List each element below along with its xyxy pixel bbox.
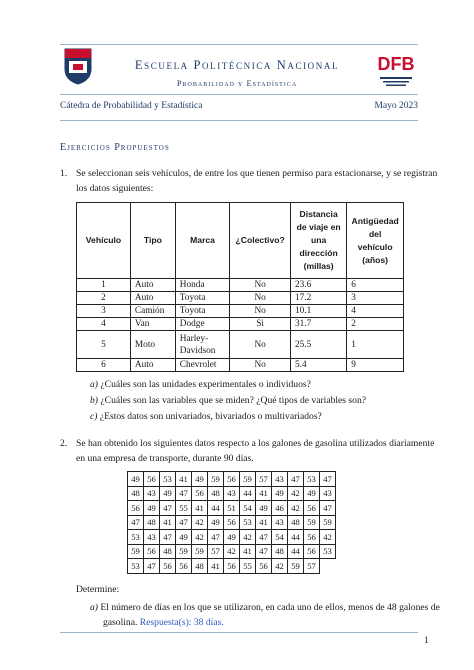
table-cell: No <box>230 331 291 359</box>
grid-cell: 49 <box>272 486 288 501</box>
table-cell: 4 <box>77 318 131 331</box>
table-cell: No <box>230 279 291 292</box>
question-text: ¿Estos datos son univariados, bivariados o multivariados? <box>99 411 322 422</box>
grid-row <box>128 486 336 501</box>
grid-cell: 59 <box>288 559 304 574</box>
grid-cell: 56 <box>304 544 320 559</box>
grid-cell: 53 <box>304 472 320 487</box>
table-row <box>77 331 404 359</box>
grid-cell: 56 <box>256 559 272 574</box>
grid-cell: 53 <box>128 530 144 545</box>
dfb-logo-icon <box>374 48 418 90</box>
grid-cell: 49 <box>160 486 176 501</box>
grid-cell: 56 <box>304 530 320 545</box>
grid-cell: 47 <box>128 515 144 530</box>
grid-cell: 49 <box>304 486 320 501</box>
grid-cell: 48 <box>208 486 224 501</box>
grid-cell: 47 <box>144 559 160 574</box>
grid-cell: 42 <box>288 501 304 516</box>
table-cell: Auto <box>130 279 175 292</box>
grid-cell: 53 <box>240 515 256 530</box>
grid-cell: 42 <box>192 530 208 545</box>
grid-cell: 55 <box>176 501 192 516</box>
table-cell: 4 <box>347 305 404 318</box>
grid-cell: 42 <box>288 486 304 501</box>
grid-cell: 56 <box>304 501 320 516</box>
question-text: ¿Cuáles son las unidades experimentales o individuos? <box>100 379 311 390</box>
table-cell: Honda <box>175 279 230 292</box>
grid-cell: 41 <box>208 559 224 574</box>
table-cell: Auto <box>130 359 175 372</box>
grid-cell: 49 <box>128 472 144 487</box>
grid-cell: 48 <box>144 515 160 530</box>
grid-cell: 56 <box>224 472 240 487</box>
table-cell: Camión <box>130 305 175 318</box>
table-cell: No <box>230 305 291 318</box>
grid-cell: 53 <box>320 544 336 559</box>
table-row <box>77 359 404 372</box>
table-cell: Chevrolet <box>175 359 230 372</box>
ex1-number: 1. <box>60 168 68 179</box>
grid-cell: 49 <box>256 501 272 516</box>
grid-cell: 44 <box>288 544 304 559</box>
grid-cell: 47 <box>176 515 192 530</box>
grid-cell: 47 <box>288 472 304 487</box>
grid-cell: 42 <box>272 559 288 574</box>
grid-cell: 54 <box>272 530 288 545</box>
grid-row <box>128 530 336 545</box>
table-cell: Moto <box>130 331 175 359</box>
table-cell: 17.2 <box>290 292 346 305</box>
table-cell: No <box>230 359 291 372</box>
grid-cell: 48 <box>192 559 208 574</box>
grid-cell: 47 <box>176 486 192 501</box>
grid-cell: 47 <box>208 530 224 545</box>
table-cell: Dodge <box>175 318 230 331</box>
table-cell: 25.5 <box>290 331 346 359</box>
ex1-question-a <box>90 377 311 392</box>
table-row <box>77 279 404 292</box>
dfb-logo <box>374 48 418 90</box>
grid-cell: 47 <box>256 530 272 545</box>
question-text: ¿Cuáles son las variables que se miden? ¿Qué tipos de variables son? <box>100 395 367 406</box>
grid-cell: 59 <box>128 544 144 559</box>
dfb-logo-letters: DFB <box>377 54 415 74</box>
grid-cell: 47 <box>320 501 336 516</box>
course-name: Cátedra de Probabilidad y Estadística <box>60 101 203 111</box>
grid-cell: 41 <box>192 501 208 516</box>
grid-cell: 41 <box>256 515 272 530</box>
ex1-question-c <box>90 409 322 424</box>
ex2-number: 2. <box>60 438 68 449</box>
table-header-row <box>77 203 404 279</box>
header-bottom-rule <box>60 120 418 121</box>
grid-cell: 57 <box>208 544 224 559</box>
grid-cell: 41 <box>176 472 192 487</box>
question-label: a) <box>90 602 98 613</box>
grid-cell: 59 <box>176 544 192 559</box>
grid-cell: 56 <box>192 486 208 501</box>
grid-cell: 59 <box>304 515 320 530</box>
question-label: c) <box>90 411 98 422</box>
top-rule <box>60 44 418 45</box>
table-cell: 10.1 <box>290 305 346 318</box>
grid-cell: 44 <box>288 530 304 545</box>
grid-cell: 56 <box>144 472 160 487</box>
grid-cell: 48 <box>128 486 144 501</box>
grid-row <box>128 559 336 574</box>
table-cell: 1 <box>77 279 131 292</box>
grid-cell: 46 <box>272 501 288 516</box>
grid-cell: 49 <box>224 530 240 545</box>
question-text-cont: gasolina. <box>103 617 138 628</box>
grid-cell: 43 <box>272 472 288 487</box>
grid-cell: 48 <box>272 544 288 559</box>
table-cell: 23.6 <box>290 279 346 292</box>
question-label: a) <box>90 379 98 390</box>
grid-cell: 44 <box>208 501 224 516</box>
footer-rule <box>60 632 418 633</box>
table-row <box>77 318 404 331</box>
grid-cell: 56 <box>160 559 176 574</box>
grid-cell: 59 <box>240 472 256 487</box>
grid-cell: 56 <box>224 515 240 530</box>
ex1-text-line2: los datos siguientes: <box>76 183 154 194</box>
grid-cell: 44 <box>240 486 256 501</box>
grid-cell: 49 <box>176 530 192 545</box>
table-cell: Van <box>130 318 175 331</box>
grid-cell: 57 <box>256 472 272 487</box>
grid-cell: 48 <box>160 544 176 559</box>
grid-cell: 42 <box>240 530 256 545</box>
grid-cell: 42 <box>320 530 336 545</box>
page-number: 1 <box>424 636 429 646</box>
question-text: El número de días en los que se utilizaron, en cada uno de ellos, menos de 48 galones de <box>100 602 440 613</box>
grid-cell: 42 <box>192 515 208 530</box>
ex1-question-b <box>90 393 366 408</box>
grid-cell: 43 <box>144 530 160 545</box>
vehicles-table <box>76 202 404 372</box>
table-cell: 2 <box>347 318 404 331</box>
table-row <box>77 305 404 318</box>
institution-title: Escuela Politécnica Nacional <box>134 58 340 72</box>
ex2-question-a-cont <box>103 615 224 630</box>
col-header: Vehículo <box>77 203 131 279</box>
grid-row <box>128 472 336 487</box>
grid-cell: 42 <box>224 544 240 559</box>
grid-cell: 49 <box>144 501 160 516</box>
course-subtitle: Probabilidad y Estadística <box>176 78 298 88</box>
grid-cell: 53 <box>160 472 176 487</box>
grid-cell: 49 <box>192 472 208 487</box>
ex1-text-line1: Se seleccionan seis vehículos, de entre los que tienen permiso para estacionarse, y se registran <box>76 168 438 179</box>
table-cell: 5 <box>77 331 131 359</box>
table-cell: 9 <box>347 359 404 372</box>
grid-cell: 59 <box>320 515 336 530</box>
grid-cell: 59 <box>208 472 224 487</box>
grid-cell: 43 <box>272 515 288 530</box>
ex2-question-a <box>90 600 440 615</box>
col-header: Tipo <box>130 203 175 279</box>
col-header: Marca <box>175 203 230 279</box>
table-cell: Toyota <box>175 305 230 318</box>
grid-row <box>128 501 336 516</box>
grid-cell: 49 <box>208 515 224 530</box>
ex2-text-line1: Se han obtenido los siguientes datos respecto a los galones de gasolina utilizados diariamente <box>76 438 435 449</box>
grid-row <box>128 544 336 559</box>
section-title: Ejercicios Propuestos <box>60 142 170 153</box>
grid-cell: 41 <box>256 486 272 501</box>
grid-cell: 51 <box>224 501 240 516</box>
grid-cell: 56 <box>128 501 144 516</box>
gasoline-data-table <box>127 471 336 574</box>
table-cell: 6 <box>347 279 404 292</box>
table-cell: 5.4 <box>290 359 346 372</box>
question-label: b) <box>90 395 98 406</box>
col-header: Antigüedad del vehículo (años) <box>347 203 404 279</box>
table-cell: No <box>230 292 291 305</box>
grid-cell: 48 <box>288 515 304 530</box>
table-cell: Harley-Davidson <box>175 331 230 359</box>
grid-cell: 54 <box>240 501 256 516</box>
grid-cell: 55 <box>240 559 256 574</box>
grid-cell: 47 <box>320 472 336 487</box>
table-cell: Si <box>230 318 291 331</box>
grid-cell: 56 <box>144 544 160 559</box>
grid-cell: 43 <box>320 486 336 501</box>
grid-cell: 57 <box>304 559 320 574</box>
table-cell: 3 <box>347 292 404 305</box>
grid-cell: 56 <box>176 559 192 574</box>
grid-cell: 41 <box>240 544 256 559</box>
answer-text: Respuesta(s): 38 días. <box>139 617 224 628</box>
grid-cell: 47 <box>256 544 272 559</box>
table-cell: 2 <box>77 292 131 305</box>
table-cell: 31.7 <box>290 318 346 331</box>
header-rule <box>60 94 418 95</box>
table-cell: Auto <box>130 292 175 305</box>
grid-cell: 43 <box>224 486 240 501</box>
table-cell: Toyota <box>175 292 230 305</box>
ex2-text-line2: en una empresa de transporte, durante 90 días. <box>76 453 254 464</box>
col-header: ¿Colectivo? <box>230 203 291 279</box>
table-cell: 6 <box>77 359 131 372</box>
table-row <box>77 292 404 305</box>
grid-cell: 43 <box>144 486 160 501</box>
grid-cell: 47 <box>160 530 176 545</box>
grid-cell: 41 <box>160 515 176 530</box>
grid-row <box>128 515 336 530</box>
grid-cell: 56 <box>224 559 240 574</box>
table-cell: 3 <box>77 305 131 318</box>
determine-label: Determine: <box>76 584 120 595</box>
col-header: Distancia de viaje en una dirección (millas) <box>290 203 346 279</box>
header-date: Mayo 2023 <box>374 101 418 111</box>
grid-cell: 59 <box>192 544 208 559</box>
grid-cell: 47 <box>160 501 176 516</box>
table-cell: 1 <box>347 331 404 359</box>
grid-cell: 53 <box>128 559 144 574</box>
